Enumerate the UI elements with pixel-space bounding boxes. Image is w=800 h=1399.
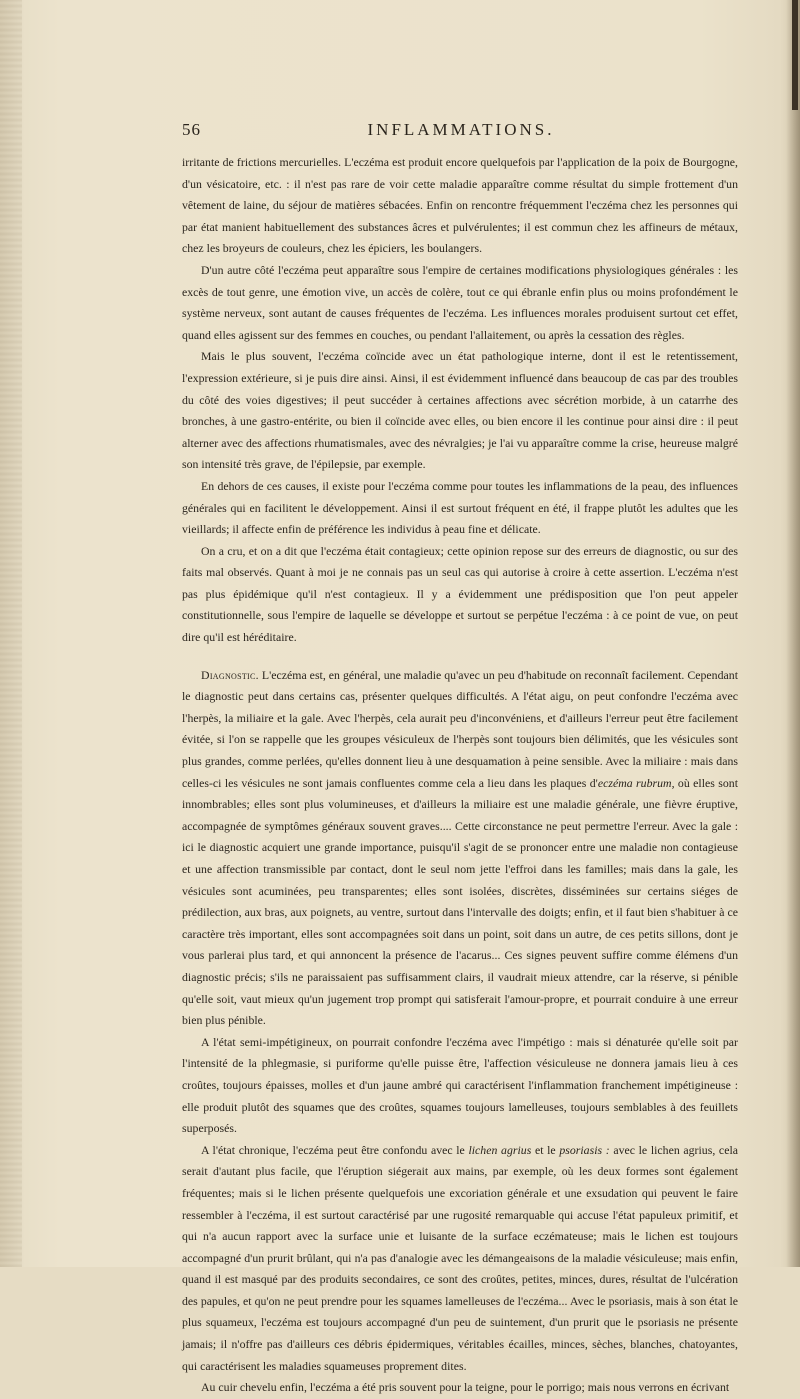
paragraph: irritante de frictions mercurielles. L'eczéma est produit encore quelquefois par l'application de la poix de Bourgogne, d'un vésicatoire, etc. : il n'est pas rare de voir cette maladie apparaître comme résultat du simple frottement d'un vêtement de laine, du séjour de matières sébacées. Enfin on rencontre fréquemment l'eczéma chez les personnes qui par état manient habituellement des substances âcres et pulvérulentes; il est commun chez les affineurs de métaux, chez les broyeurs de couleurs, chez les épiciers, les boulangers.	[182, 155, 738, 256]
italic-term: eczéma rubrum,	[597, 775, 675, 790]
paragraph: Mais le plus souvent, l'eczéma coïncide avec un état pathologique interne, dont il est le retentissement, l'expression extérieure, si je puis dire ainsi. Ainsi, il est évidemment influencé dans beaucoup de cas par des troubles du côté des voies digestives; il peut succéder à certaines affections avec sécrétion morbide, à un catarrhe des bronches, à une gastro-entérite, ou bien il coïncide avec elles, ou bien encore il les continue pour ainsi dire : il peut alterner avec des affections rhumatismales, avec des névralgies; je l'ai vu apparaître comme la crise, heureuse malgré son intensité très grave, de l'épilepsie, par exemple.	[182, 349, 738, 472]
binding-strip	[792, 0, 798, 110]
paragraph: D'un autre côté l'eczéma peut apparaître sous l'empire de certaines modifications physiologiques générales : les excès de tout genre, une émotion vive, un accès de colère, tout ce qui ébranle enfin plus ou moins profondément le système nerveux, sont autant de causes fréquentes de l'eczéma. Les influences morales produisent surtout cet effet, quand elles agissent sur des femmes en couches, ou pendant l'allaitement, ou après la cessation des règles.	[182, 262, 738, 342]
paragraph	[182, 1140, 738, 1378]
paragraph: Au cuir chevelu enfin, l'eczéma a été pris souvent pour la teigne, pour le porrigo; mais nous verrons en écrivant	[201, 1380, 730, 1395]
page-binding-edge-right	[786, 0, 800, 1267]
page-header	[182, 120, 740, 144]
italic-term: lichen agrius	[468, 1142, 532, 1157]
paragraph-text: A l'état chronique, l'eczéma peut être confondu avec le	[201, 1142, 469, 1157]
section-heading-diagnostic: Diagnostic.	[201, 667, 259, 682]
paragraph-text: et le	[531, 1142, 560, 1157]
body-text	[182, 152, 738, 1399]
running-title: INFLAMMATIONS.	[367, 120, 555, 139]
paragraph-diagnostic	[182, 665, 738, 1032]
paragraph-text: avec le lichen agrius, cela serait d'autant plus facile, que l'éruption siégerait aux mains, par exemple, où les deux formes sont également fréquentes; mais si le lichen présente quelquefois une excoriation générale et une exsudation qui peuvent le faire ressembler à l'eczéma, il est surtout caractérisé par une rugosité remarquable qui accuse l'état papuleux primitif, et qui n'a aucun rapport avec la surface unie et luisante de la surface eczémateuse; mais le lichen est toujours accompagné d'un prurit brûlant, qui n'a pas d'analogie avec les démangeaisons de la maladie vésiculeuse; mais enfin, quand il est masqué par des produits secondaires, ce sont des croûtes, petites, minces, dures, résultat de l'ulcération des papules, et qu'on ne peut prendre pour les squames lamelleuses de l'eczéma... Avec le psoriasis, mais à son état le plus squameux, l'eczéma est toujours accompagné d'un peu de suintement, d'un prurit que le psoriasis ne présente jamais; il n'offre pas d'ailleurs ces débris épidermiques, véritables écailles, minces, sèches, blanches, chatoyantes, qui caractérisent les maladies squameuses proprement dites.	[182, 1142, 738, 1373]
paragraph: On a cru, et on a dit que l'eczéma était contagieux; cette opinion repose sur des erreurs de diagnostic, ou sur des faits mal observés. Quant à moi je ne connais pas un seul cas qui autorise à croire à cette assertion. L'eczéma n'est pas plus épidémique qu'il n'est contagieux. Il y a évidemment une prédisposition que l'on peut appeler constitutionnelle, sous l'empire de laquelle se développe et surtout se perpétue l'eczéma : à ce point de vue, on peut dire qu'il est héréditaire.	[182, 543, 738, 645]
page-binding-edge-left	[0, 0, 22, 1267]
paragraph-text: L'eczéma est, en général, une maladie qu'avec un peu d'habitude on reconnaît facilement. Cependant le diagnostic peut dans certains cas, présenter quelques difficultés. A l'état aigu, on peut confondre l'eczéma avec l'herpès, la miliaire et la gale. Avec l'herpès, cela aurait peu d'inconvéniens, et d'ailleurs l'erreur peut être facilement évitée, si l'on se rappelle que les groupes vésiculeux de l'herpès sont toujours bien délimités, que les vésicules sont plus grandes, comme perlées, qu'elles donnent lieu à une desquamation à peine sensible. Avec la miliaire : mais dans celles-ci les vésicules ne sont jamais confluentes comme cela a lieu dans les plaques d'	[182, 667, 738, 790]
italic-term: psoriasis :	[559, 1142, 610, 1157]
paragraph-text: où elles sont innombrables; elles sont plus volumineuses, et d'ailleurs la miliaire est une maladie générale, une fièvre éruptive, accompagnée de symptômes généraux souvent graves.... Cette circonstance ne peut permettre l'erreur. Avec la gale : ici le diagnostic acquiert une grande importance, puisqu'il s'agit de se prononcer entre une maladie non contagieuse et une affection transmissible par contact, dont le seul nom jette l'effroi dans les familles; mais dans la gale, les vésicules sont acuminées, peu transparentes; elles sont isolées, discrètes, disséminées sur certains siéges de prédilection, aux bras, aux poignets, au ventre, surtout dans l'intervalle des doigts; enfin, et il faut bien s'habituer à ce caractère très important, elles sont accompagnées soit dans un point, soit dans un autre, de ces petits sillons, dont je vous parlerai plus tard, et qui annoncent la présence de l'acarus... Ces signes peuvent suffire comme élémens d'un diagnostic précis; s'ils ne paraissaient pas suffisamment clairs, il vaudrait mieux attendre, car la réserve, si pénible qu'elle soit, vaut mieux qu'un jugement trop prompt qui satisferait l'amour-propre, et pourrait conduire à une erreur bien plus pénible.	[182, 775, 738, 1028]
page-number: 56	[182, 120, 201, 139]
paragraph: A l'état semi-impétigineux, on pourrait confondre l'eczéma avec l'impétigo : mais si dénaturée qu'elle soit par l'intensité de la phlegmasie, si puriforme qu'elle puisse être, l'affection vésiculeuse ne donnera jamais lieu à ces croûtes, toujours épaisses, molles et d'un jaune ambré qui caractérisent l'inflammation franchement impétigineuse : elle produit plutôt des squames que des croûtes, squames toujours lamelleuses, toujours semblables à des feuillets superposés.	[182, 1034, 738, 1136]
paragraph: En dehors de ces causes, il existe pour l'eczéma comme pour toutes les inflammations de la peau, des influences générales qui en facilitent le développement. Ainsi il est surtout fréquent en été, il frappe plutôt les adultes que les vieillards; il affecte enfin de préférence les individus à peau fine et délicate.	[182, 478, 738, 537]
